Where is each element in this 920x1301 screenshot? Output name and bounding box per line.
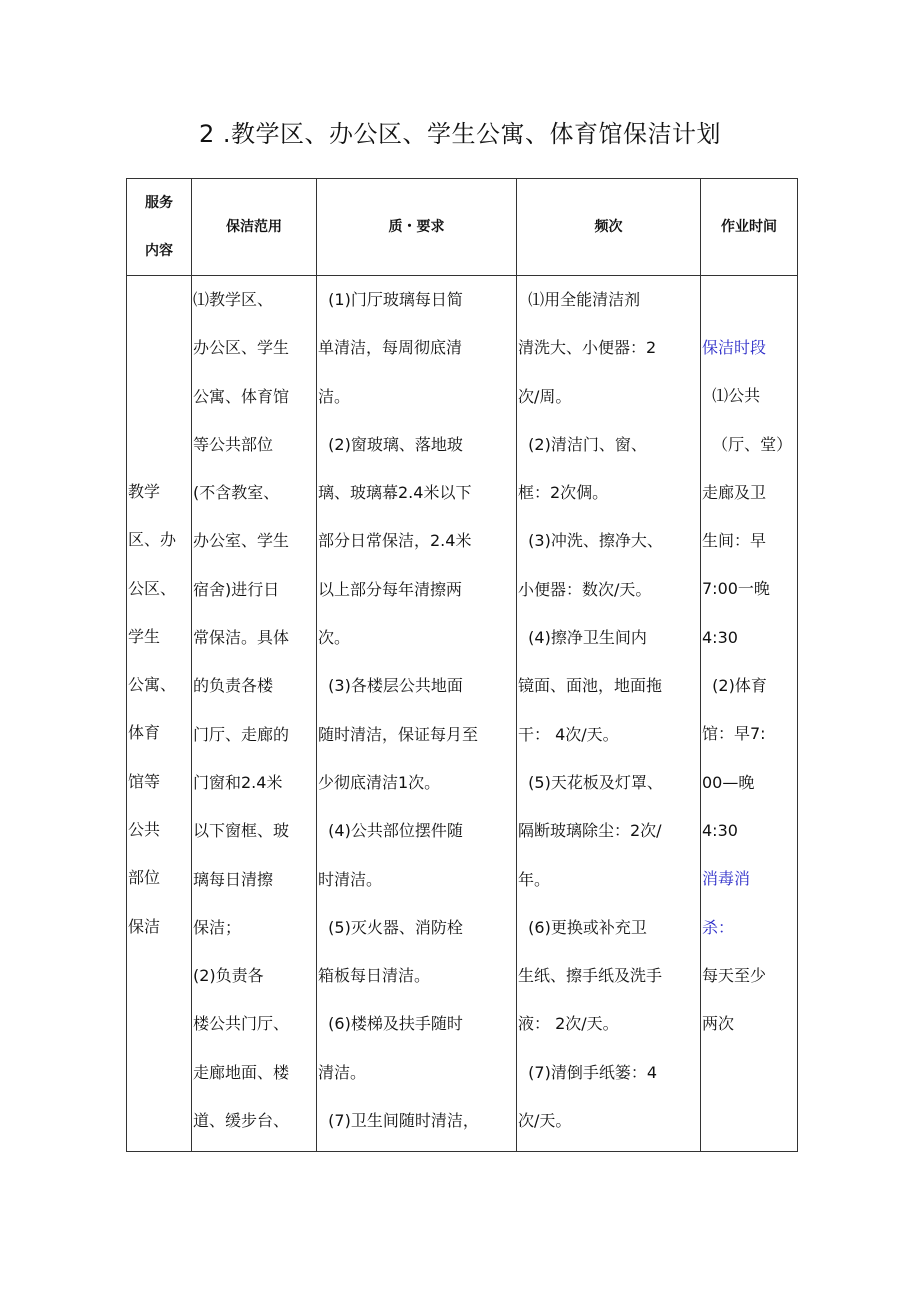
- work-time-heading-1: 保洁时段: [702, 338, 767, 357]
- header-service-content: [127, 179, 192, 276]
- scope-line: 的负责各楼: [193, 676, 274, 696]
- requirement-line: 以上部分每年清擦两: [318, 579, 463, 599]
- requirement-line: 时清洁。: [318, 869, 383, 889]
- frequency-line: 小便器：数次/天。: [518, 579, 652, 599]
- work-time-line: 馆：早7:: [702, 724, 766, 744]
- work-time-line: 7:00一晚: [702, 579, 770, 599]
- requirement-line: (4)公共部位摆件随: [318, 821, 463, 841]
- scope-line: 璃每日清擦: [193, 869, 274, 889]
- service-content-line: 馆等: [128, 771, 161, 791]
- requirement-line: 次。: [318, 628, 351, 648]
- work-time-line: (2)体育: [702, 676, 767, 696]
- table-header-row: [127, 179, 798, 276]
- requirement-line: 璃、玻璃幕2.4米以下: [318, 483, 472, 503]
- scope-line: 办公室、学生: [193, 531, 290, 551]
- work-time-text: [701, 276, 797, 1048]
- scope-line: 保洁；: [193, 917, 242, 937]
- requirement-line: (7)卫生间随时清洁，: [318, 1111, 479, 1131]
- requirement-line: 清洁。: [318, 1062, 367, 1082]
- frequency-text: [517, 276, 700, 1145]
- work-time-heading-2-line1: 消毒消: [702, 869, 751, 889]
- requirement-line: 部分日常保洁，2.4米: [318, 531, 472, 551]
- table-row: [127, 276, 798, 1152]
- work-time-line: 走廊及卫: [702, 482, 767, 502]
- scope-line: (不含教室、: [193, 483, 280, 503]
- scope-line: 等公共部位: [193, 434, 274, 454]
- header-cleaning-scope: 保洁范用: [192, 179, 317, 276]
- work-time-line: 两次: [702, 1014, 735, 1034]
- requirement-line: 少彻底清洁1次。: [318, 772, 441, 792]
- scope-cell: [192, 276, 317, 1152]
- frequency-line: (5)天花板及灯罩、: [518, 772, 663, 792]
- scope-line: 走廊地面、楼: [193, 1062, 290, 1082]
- frequency-cell: [517, 276, 701, 1152]
- work-time-line: 生间：早: [702, 531, 767, 551]
- work-time-line: 每天至少: [702, 965, 767, 985]
- scope-line: 道、缓步台、: [193, 1111, 290, 1131]
- work-time-heading-2-line2: 杀：: [702, 917, 735, 937]
- service-content-line: 保洁: [128, 916, 161, 936]
- requirement-line: (2)窗玻璃、落地玻: [318, 434, 463, 454]
- frequency-line: 干： 4次/天。: [518, 724, 619, 744]
- requirement-line: 随时清洁，保证每月至: [318, 724, 479, 744]
- scope-line: 以下窗框、玻: [193, 821, 290, 841]
- frequency-line: (3)冲洗、擦净大、: [518, 531, 663, 551]
- frequency-line: (6)更换或补充卫: [518, 917, 647, 937]
- work-time-line: ⑴公共: [702, 386, 761, 406]
- scope-line: 门窗和2.4米: [193, 772, 283, 792]
- scope-line: 公寓、体育馆: [193, 386, 290, 406]
- header-service-content-line2: 内容: [145, 243, 173, 259]
- header-work-time: 作业时间: [701, 179, 798, 276]
- service-content-line: 公区、: [128, 578, 177, 598]
- scope-line: 办公区、学生: [193, 338, 290, 358]
- frequency-line: 镜面、面池，地面拖: [518, 676, 663, 696]
- service-content-line: 体育: [128, 723, 161, 743]
- service-content-line: 公共: [128, 820, 161, 840]
- requirement-line: (5)灭火器、消防栓: [318, 917, 463, 937]
- work-time-lines-2: [702, 952, 797, 1049]
- work-time-lines-1: [702, 372, 797, 855]
- header-frequency: 频次: [517, 179, 701, 276]
- work-time-line: 4:30: [702, 627, 738, 647]
- service-content-line: 学生: [128, 626, 161, 646]
- service-content-cell: [127, 276, 192, 1152]
- scope-line: 常保洁。具体: [193, 628, 290, 648]
- work-time-line: 00—晚: [702, 772, 755, 792]
- scope-line: (2)负责各: [193, 966, 264, 986]
- frequency-line: 液： 2次/天。: [518, 1014, 619, 1034]
- header-quality-requirements: 质・要求: [317, 179, 517, 276]
- service-content-line: 教学: [128, 482, 161, 501]
- frequency-line: 框：2次倜。: [518, 483, 609, 503]
- scope-line: 门厅、走廊的: [193, 724, 290, 744]
- page-title: 2 .教学区、办公区、学生公寓、体育馆保洁计划: [198, 120, 722, 148]
- frequency-line: ⑴用全能清洁剂: [518, 290, 641, 309]
- scope-line: 楼公共门厅、: [193, 1014, 290, 1034]
- requirement-line: (6)楼梯及扶手随时: [318, 1014, 463, 1034]
- requirement-line: (1)门厅玻璃每日简: [318, 290, 463, 309]
- cleaning-plan-table: [126, 178, 798, 1152]
- service-content-line: 部位: [128, 868, 161, 888]
- scope-line: 宿舍)进行日: [193, 579, 280, 599]
- service-content-line: 区、办: [128, 530, 177, 550]
- requirement-line: 单清洁，每周彻底清: [318, 338, 463, 358]
- requirements-cell: [317, 276, 517, 1152]
- requirements-text: [317, 276, 516, 1145]
- frequency-line: (2)清洁门、窗、: [518, 434, 647, 454]
- work-time-line: 4:30: [702, 820, 738, 840]
- frequency-line: (7)清倒手纸篓：4: [518, 1062, 658, 1082]
- scope-text: [192, 276, 316, 1145]
- frequency-line: 次/天。: [518, 1111, 572, 1131]
- requirement-line: 箱板每日清洁。: [318, 966, 431, 986]
- frequency-line: 隔断玻璃除尘：2次/: [518, 821, 662, 841]
- scope-line: ⑴教学区、: [193, 290, 274, 309]
- requirement-line: 洁。: [318, 386, 351, 406]
- header-service-content-line1: 服务: [145, 195, 173, 211]
- frequency-line: 清洗大、小便器：2: [518, 338, 657, 358]
- service-content-text: [127, 276, 191, 951]
- requirement-line: (3)各楼层公共地面: [318, 676, 463, 696]
- work-time-cell: [701, 276, 798, 1152]
- frequency-line: 年。: [518, 869, 551, 889]
- work-time-line: （厅、堂）: [702, 434, 793, 454]
- frequency-line: (4)擦净卫生间内: [518, 628, 647, 648]
- frequency-line: 次/周。: [518, 386, 572, 406]
- frequency-line: 生纸、擦手纸及洗手: [518, 966, 663, 986]
- service-content-line: 公寓、: [128, 675, 177, 695]
